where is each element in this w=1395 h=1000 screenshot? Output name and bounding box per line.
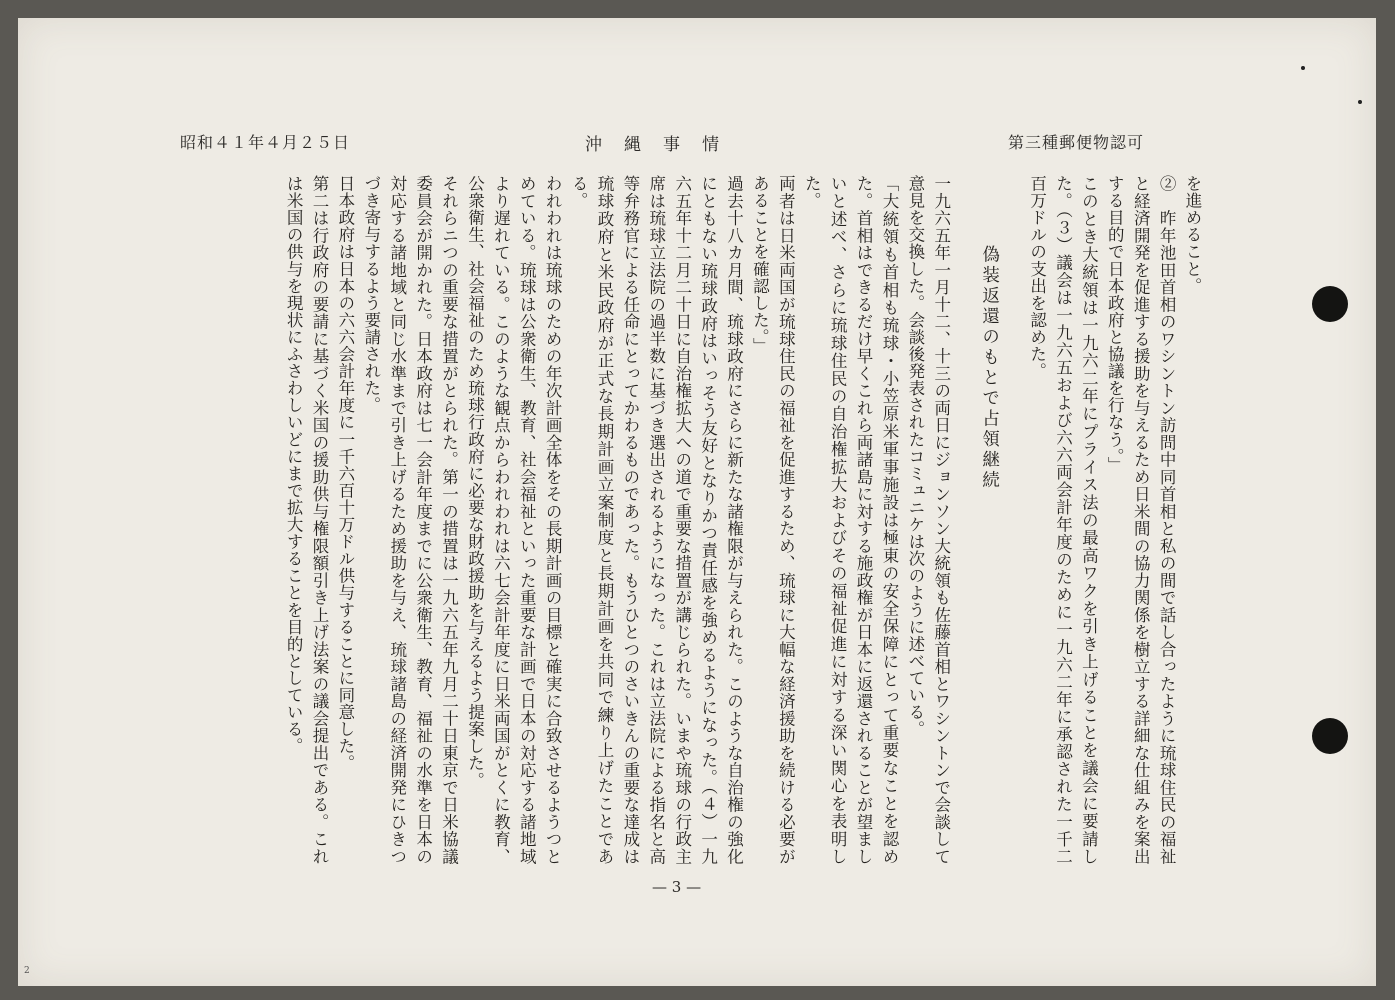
- page-number: — 3 —: [652, 878, 702, 896]
- paragraph: を進めること。: [1183, 175, 1202, 295]
- paragraph: 「大統領も首相も琉球・小笠原米軍事施設は極東の安全保障にとって重要なことを認めた。首相はできるだけ早くこれら両諸島に対する施政権が日本に返還されることが望ましいと述べ、さらに琉球住民の自治権拡大およびその福祉促進に対する深い関心を表明した。: [802, 175, 899, 865]
- postal-license: 第三種郵便物認可: [1008, 133, 1145, 152]
- paragraph: 第二は行政府の要請に基づく米国の援助供与権限額引き上げ法案の議会提出である。これは米国の供与を現状にふさわしいどにまで拡大することを目的としている。: [284, 175, 329, 865]
- paragraph: このとき大統領は一九六二年にプライス法の最高ワクを引き上げることを議会に要請した。（３）議会は一九六五および六六両会計年度のために一九六二年に承認された一千二百万ドルの支出を認めた。: [1027, 175, 1099, 865]
- ink-speck: [1358, 100, 1362, 104]
- publication-title: 沖縄事情: [585, 135, 741, 155]
- paragraph: 過去十八カ月間、琉球政府にさらに新たな諸権限が与えられた。このような自治権の強化にともない琉球政府はいっそう友好となりかつ責任感を強めるようになった。（４）一九六五年十二月二十日に自治権拡大への道で重要な措置が講じられた。いまや琉球の行政主席は琉球立法院の過半数に基づき選出されるようになった。これは立法院による指名と高等弁務官による任命にとってかわるものであった。もうひとつのさいきんの重要な達成は琉球政府と米民政府が正式な長期計画立案制度と長期計画を共同で練り上げたことである。: [569, 175, 744, 865]
- paragraph: 両者は日米両国が琉球住民の福祉を促進するため、琉球に大幅な経済援助を続ける必要があることを確認した。」: [750, 175, 796, 865]
- corner-mark: 2: [24, 966, 30, 976]
- paragraph: われわれは琉球のための年次計画全体をその長期計画の目標と確実に合致させるようつとめている。琉球は公衆衛生、教育、社会福祉といった重要な計画で日本の対応する諸地域より遅れている。このような観点からわれわれは六七会計年度に日米両国がとくに教育、公衆衛生、社会福祉のため琉球行政府に必要な財政援助を与えるよう提案した。: [465, 175, 563, 865]
- paragraph: ② 昨年池田首相のワシントン訪問中同首相と私の間で話し合ったように琉球住民の福祉と経済開発を促進する援助を与えるため日米間の協力関係を樹立する詳細な仕組みを案出する目的で日本政府と協議を行なう。」: [1105, 175, 1177, 865]
- issue-date: 昭和４１年４月２５日: [180, 133, 351, 152]
- paragraph: それらニつの重要な措置がとられた。第一の措置は一九六五年九月二十日東京で日米協議委員会が開かれた。日本政府は七一会計年度までに公衆衛生、教育、福祉の水準を日本の対応する諸地域と同じ水準まで引き上げるため援助を与え、琉球諸島の経済開発にひきつづき寄与するよう要請された。: [361, 175, 459, 865]
- paragraph: 一九六五年一月十二、十三の両日にジョンソン大統領も佐藤首相とワシントンで会談して意見を交換した。会談後発表されたコミュニケは次のように述べている。: [905, 175, 951, 865]
- punch-hole: [1312, 718, 1348, 754]
- article-body: [200, 175, 1205, 865]
- section-heading: 偽装返還のもとで占領継続: [979, 245, 1000, 491]
- punch-hole: [1312, 286, 1348, 322]
- ink-speck: [1301, 66, 1305, 70]
- paragraph: 日本政府は日本の六六会計年度に一千六百十万ドル供与することに同意した。: [335, 175, 355, 772]
